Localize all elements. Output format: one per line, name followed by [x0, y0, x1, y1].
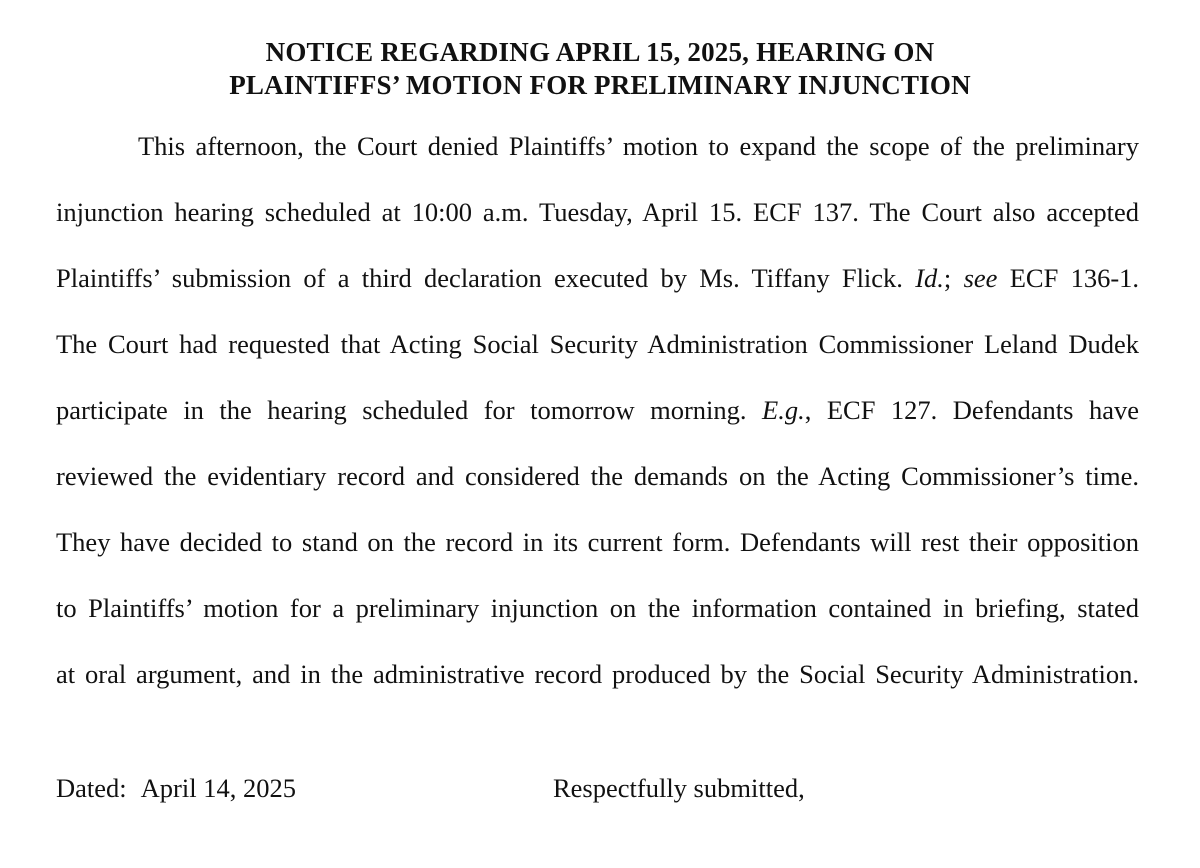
document-title-line-1: NOTICE REGARDING APRIL 15, 2025, HEARING ON — [265, 37, 935, 67]
body-line-3 — [56, 262, 1139, 294]
body-line-5-text: participate in the hearing scheduled for tomorrow morning. — [56, 395, 747, 425]
body-line-5-rest: , ECF 127. Defendants have — [804, 395, 1139, 425]
body-line-3-text: Plaintiffs’ submission of a third declaration executed by Ms. Tiffany Flick. — [56, 263, 903, 293]
dated-label: Dated: — [56, 773, 127, 803]
body-line-2: injunction hearing scheduled at 10:00 a.m. Tuesday, April 15. ECF 137. The Court also accepted — [56, 197, 1139, 227]
eg-signal: E.g. — [762, 395, 805, 425]
body-line-5 — [56, 394, 1139, 426]
body-line-1: This afternoon, the Court denied Plaintiffs’ motion to expand the scope of the preliminary — [138, 131, 1139, 161]
ecf-136-1: ECF 136-1. — [1009, 263, 1139, 293]
document-title-line-2: PLAINTIFFS’ MOTION FOR PRELIMINARY INJUNCTION — [229, 70, 971, 100]
body-line-8: to Plaintiffs’ motion for a preliminary injunction on the information contained in briefing, stated — [56, 593, 1139, 623]
dated-value: April 14, 2025 — [140, 773, 296, 803]
body-line-4: The Court had requested that Acting Social Security Administration Commissioner Leland Dudek — [56, 329, 1139, 359]
body-line-7: They have decided to stand on the record in its current form. Defendants will rest their opposition — [56, 527, 1139, 557]
closing-line: Respectfully submitted, — [553, 773, 805, 803]
body-line-9: at oral argument, and in the administrative record produced by the Social Security Administration. — [56, 659, 1139, 689]
body-line-6: reviewed the evidentiary record and considered the demands on the Acting Commissioner’s time. — [56, 461, 1139, 491]
semicolon: ; — [943, 263, 952, 293]
dated-line — [56, 772, 296, 804]
id-citation: Id. — [915, 263, 944, 293]
see-signal: see — [963, 263, 998, 293]
